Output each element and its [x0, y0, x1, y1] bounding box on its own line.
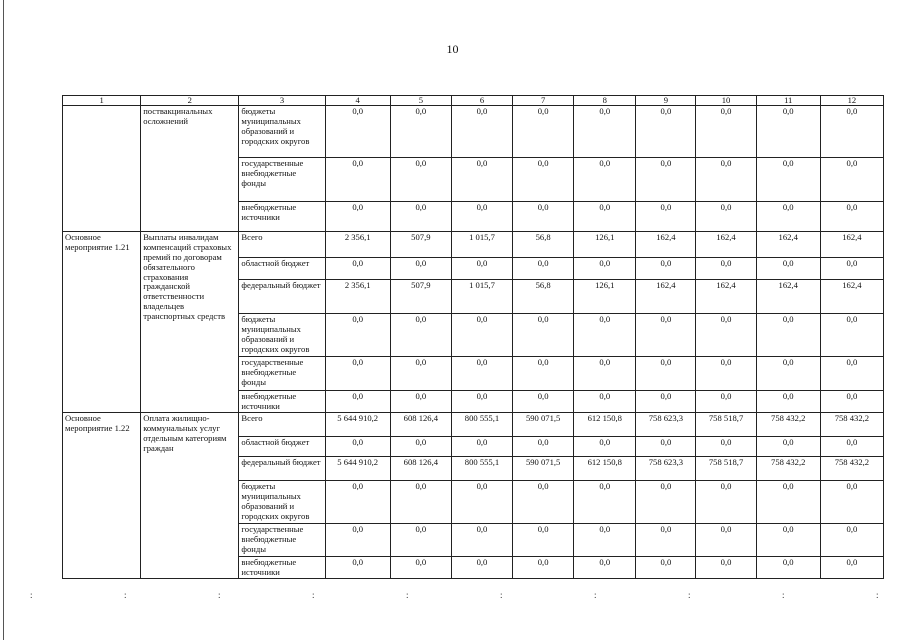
value-cell: 0,0	[513, 314, 574, 357]
value-cell: 0,0	[820, 314, 883, 357]
value-cell: 0,0	[574, 158, 636, 202]
value-cell: 162,4	[820, 232, 883, 258]
value-cell: 0,0	[325, 437, 390, 457]
value-cell: 2 356,1	[325, 280, 390, 314]
value-cell: 590 071,5	[513, 457, 574, 481]
value-cell: 0,0	[820, 524, 883, 557]
footer-mark: :	[688, 590, 691, 600]
value-cell: 0,0	[696, 106, 756, 158]
column-number: 6	[451, 96, 512, 106]
header-row	[63, 96, 884, 106]
value-cell: 0,0	[325, 158, 390, 202]
value-cell: 0,0	[574, 314, 636, 357]
value-cell: 758 518,7	[696, 413, 756, 437]
value-cell: 56,8	[513, 280, 574, 314]
value-cell: 0,0	[451, 437, 512, 457]
value-cell: 0,0	[574, 557, 636, 579]
value-cell: 0,0	[513, 202, 574, 232]
measure-name-cell: Выплаты инвалидам компенсаций страховых премий по договорам обязательного страхования гражданской ответственности владельцев транспортных средств	[141, 232, 239, 413]
value-cell: 0,0	[513, 357, 574, 391]
value-cell: 0,0	[820, 357, 883, 391]
column-number: 7	[513, 96, 574, 106]
value-cell: 0,0	[325, 106, 390, 158]
value-cell: 507,9	[390, 232, 451, 258]
value-cell: 0,0	[756, 106, 820, 158]
value-cell: 0,0	[696, 524, 756, 557]
value-cell: 0,0	[325, 481, 390, 524]
column-number: 2	[141, 96, 239, 106]
value-cell: 0,0	[513, 524, 574, 557]
value-cell: 0,0	[756, 524, 820, 557]
column-number: 4	[325, 96, 390, 106]
column-number: 8	[574, 96, 636, 106]
footer-mark: :	[876, 590, 879, 600]
value-cell: 162,4	[820, 280, 883, 314]
value-cell: 126,1	[574, 232, 636, 258]
value-cell: 0,0	[325, 258, 390, 280]
measure-code-cell: Основное мероприятие 1.22	[63, 413, 141, 579]
funding-source-cell: бюджеты муниципальных образований и городских округов	[239, 106, 325, 158]
value-cell: 0,0	[756, 481, 820, 524]
funding-source-cell: внебюджетные источники	[239, 391, 325, 413]
budget-table	[62, 95, 884, 579]
value-cell: 758 432,2	[820, 413, 883, 437]
measure-code-cell: Основное мероприятие 1.21	[63, 232, 141, 413]
value-cell: 0,0	[820, 481, 883, 524]
value-cell: 0,0	[451, 258, 512, 280]
value-cell: 0,0	[325, 391, 390, 413]
value-cell: 590 071,5	[513, 413, 574, 437]
table-row	[63, 232, 884, 258]
measure-name-cell: Оплата жилищно-коммунальных услуг отдельным категориям граждан	[141, 413, 239, 579]
value-cell: 0,0	[636, 481, 696, 524]
value-cell: 0,0	[390, 437, 451, 457]
value-cell: 507,9	[390, 280, 451, 314]
funding-source-cell: бюджеты муниципальных образований и городских округов	[239, 481, 325, 524]
value-cell: 1 015,7	[451, 280, 512, 314]
value-cell: 0,0	[325, 524, 390, 557]
value-cell: 0,0	[513, 481, 574, 524]
value-cell: 0,0	[756, 357, 820, 391]
value-cell: 162,4	[756, 280, 820, 314]
value-cell: 0,0	[820, 158, 883, 202]
funding-source-cell: областной бюджет	[239, 258, 325, 280]
value-cell: 612 150,8	[574, 413, 636, 437]
funding-source-cell: областной бюджет	[239, 437, 325, 457]
value-cell: 0,0	[696, 437, 756, 457]
value-cell: 758 518,7	[696, 457, 756, 481]
value-cell: 0,0	[636, 106, 696, 158]
footer-marks	[30, 590, 880, 600]
value-cell: 0,0	[574, 391, 636, 413]
value-cell: 0,0	[756, 557, 820, 579]
value-cell: 0,0	[390, 202, 451, 232]
value-cell: 0,0	[390, 357, 451, 391]
measure-code-cell	[63, 106, 141, 232]
value-cell: 126,1	[574, 280, 636, 314]
value-cell: 0,0	[451, 524, 512, 557]
value-cell: 162,4	[756, 232, 820, 258]
value-cell: 608 126,4	[390, 457, 451, 481]
value-cell: 758 623,3	[636, 413, 696, 437]
value-cell: 2 356,1	[325, 232, 390, 258]
value-cell: 0,0	[636, 158, 696, 202]
footer-mark: :	[500, 590, 503, 600]
value-cell: 0,0	[513, 158, 574, 202]
value-cell: 0,0	[756, 258, 820, 280]
value-cell: 0,0	[325, 202, 390, 232]
value-cell: 0,0	[325, 557, 390, 579]
value-cell: 0,0	[451, 357, 512, 391]
footer-mark: :	[594, 590, 597, 600]
value-cell: 0,0	[636, 557, 696, 579]
value-cell: 0,0	[756, 202, 820, 232]
value-cell: 0,0	[451, 391, 512, 413]
footer-mark: :	[406, 590, 409, 600]
value-cell: 0,0	[696, 357, 756, 391]
value-cell: 0,0	[636, 202, 696, 232]
value-cell: 0,0	[820, 437, 883, 457]
value-cell: 758 432,2	[756, 413, 820, 437]
value-cell: 0,0	[390, 258, 451, 280]
value-cell: 0,0	[636, 258, 696, 280]
value-cell: 0,0	[820, 391, 883, 413]
value-cell: 612 150,8	[574, 457, 636, 481]
value-cell: 0,0	[574, 357, 636, 391]
value-cell: 0,0	[325, 357, 390, 391]
value-cell: 0,0	[696, 202, 756, 232]
funding-source-cell: бюджеты муниципальных образований и городских округов	[239, 314, 325, 357]
table-row	[63, 413, 884, 437]
funding-source-cell: государственные внебюджетные фонды	[239, 158, 325, 202]
value-cell: 0,0	[574, 437, 636, 457]
column-number: 10	[696, 96, 756, 106]
value-cell: 0,0	[513, 557, 574, 579]
value-cell: 0,0	[820, 258, 883, 280]
value-cell: 0,0	[574, 524, 636, 557]
column-number: 5	[390, 96, 451, 106]
value-cell: 0,0	[636, 391, 696, 413]
value-cell: 0,0	[756, 391, 820, 413]
funding-source-cell: федеральный бюджет	[239, 457, 325, 481]
value-cell: 0,0	[636, 524, 696, 557]
value-cell: 0,0	[390, 557, 451, 579]
value-cell: 0,0	[574, 202, 636, 232]
value-cell: 0,0	[696, 391, 756, 413]
value-cell: 608 126,4	[390, 413, 451, 437]
value-cell: 162,4	[636, 280, 696, 314]
value-cell: 162,4	[696, 280, 756, 314]
value-cell: 800 555,1	[451, 457, 512, 481]
value-cell: 0,0	[696, 557, 756, 579]
value-cell: 0,0	[451, 557, 512, 579]
value-cell: 56,8	[513, 232, 574, 258]
funding-source-cell: внебюджетные источники	[239, 557, 325, 579]
value-cell: 5 644 910,2	[325, 457, 390, 481]
page-number: 10	[446, 42, 459, 56]
value-cell: 0,0	[451, 202, 512, 232]
footer-mark: :	[124, 590, 127, 600]
value-cell: 0,0	[696, 258, 756, 280]
value-cell: 0,0	[390, 524, 451, 557]
value-cell: 0,0	[696, 481, 756, 524]
value-cell: 0,0	[574, 258, 636, 280]
value-cell: 800 555,1	[451, 413, 512, 437]
value-cell: 0,0	[325, 314, 390, 357]
value-cell: 0,0	[636, 437, 696, 457]
value-cell: 0,0	[390, 314, 451, 357]
funding-source-cell: Всего	[239, 232, 325, 258]
value-cell: 0,0	[636, 314, 696, 357]
measure-name-cell: поствакцинальных осложнений	[141, 106, 239, 232]
funding-source-cell: внебюджетные источники	[239, 202, 325, 232]
value-cell: 0,0	[696, 314, 756, 357]
table-row	[63, 106, 884, 158]
value-cell: 0,0	[820, 106, 883, 158]
funding-source-cell: государственные внебюджетные фонды	[239, 357, 325, 391]
value-cell: 0,0	[756, 314, 820, 357]
value-cell: 0,0	[756, 158, 820, 202]
footer-mark: :	[312, 590, 315, 600]
value-cell: 758 432,2	[756, 457, 820, 481]
column-number: 9	[636, 96, 696, 106]
column-number: 11	[756, 96, 820, 106]
page-left-edge	[3, 0, 4, 640]
value-cell: 0,0	[451, 106, 512, 158]
value-cell: 0,0	[820, 557, 883, 579]
value-cell: 0,0	[390, 481, 451, 524]
value-cell: 0,0	[574, 481, 636, 524]
value-cell: 1 015,7	[451, 232, 512, 258]
value-cell: 0,0	[513, 391, 574, 413]
value-cell: 0,0	[820, 202, 883, 232]
column-number: 1	[63, 96, 141, 106]
value-cell: 0,0	[451, 158, 512, 202]
value-cell: 0,0	[390, 106, 451, 158]
column-number: 3	[239, 96, 325, 106]
footer-mark: :	[30, 590, 33, 600]
column-number: 12	[820, 96, 883, 106]
value-cell: 0,0	[574, 106, 636, 158]
value-cell: 5 644 910,2	[325, 413, 390, 437]
value-cell: 0,0	[513, 106, 574, 158]
value-cell: 758 623,3	[636, 457, 696, 481]
value-cell: 0,0	[636, 357, 696, 391]
value-cell: 0,0	[390, 391, 451, 413]
funding-source-cell: Всего	[239, 413, 325, 437]
value-cell: 0,0	[513, 258, 574, 280]
value-cell: 0,0	[451, 481, 512, 524]
value-cell: 162,4	[636, 232, 696, 258]
value-cell: 0,0	[756, 437, 820, 457]
funding-source-cell: государственные внебюджетные фонды	[239, 524, 325, 557]
value-cell: 758 432,2	[820, 457, 883, 481]
value-cell: 0,0	[696, 158, 756, 202]
footer-mark: :	[218, 590, 221, 600]
value-cell: 0,0	[451, 314, 512, 357]
value-cell: 0,0	[390, 158, 451, 202]
value-cell: 162,4	[696, 232, 756, 258]
funding-source-cell: федеральный бюджет	[239, 280, 325, 314]
footer-mark: :	[782, 590, 785, 600]
value-cell: 0,0	[513, 437, 574, 457]
